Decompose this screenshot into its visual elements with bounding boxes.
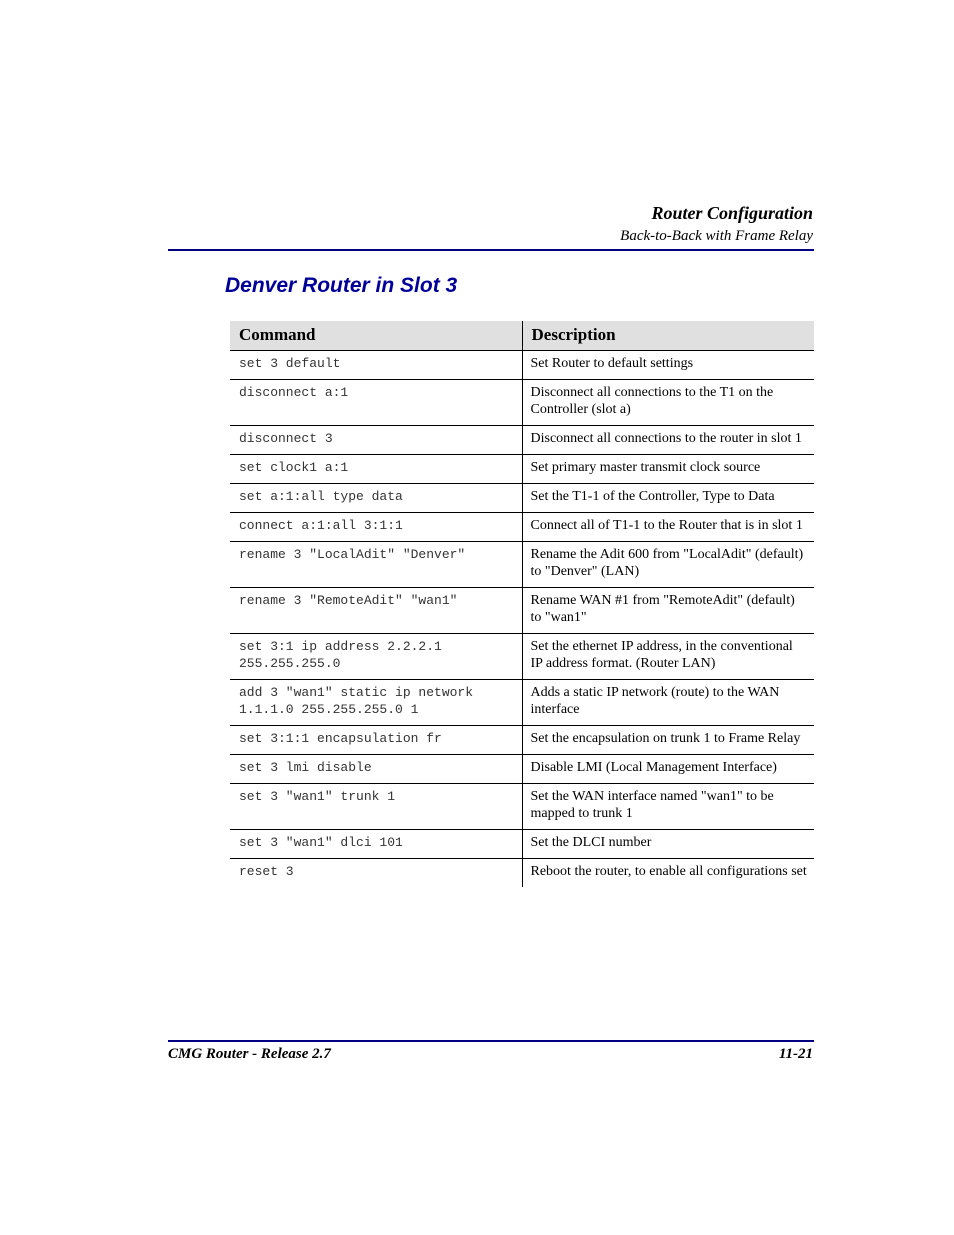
command-table <box>230 321 814 887</box>
command-cell: set 3 "wan1" dlci 101 <box>230 830 522 859</box>
description-cell: Rename the Adit 600 from "LocalAdit" (default) to "Denver" (LAN) <box>522 542 814 588</box>
description-cell: Set the T1-1 of the Controller, Type to Data <box>522 484 814 513</box>
command-cell: connect a:1:all 3:1:1 <box>230 513 522 542</box>
command-cell: set 3 lmi disable <box>230 755 522 784</box>
running-header-subtitle: Back-to-Back with Frame Relay <box>620 228 813 244</box>
command-cell: reset 3 <box>230 859 522 888</box>
header-rule <box>168 249 814 251</box>
table-row <box>230 634 814 680</box>
table-row <box>230 513 814 542</box>
command-cell: set 3:1:1 encapsulation fr <box>230 726 522 755</box>
description-cell: Reboot the router, to enable all configurations set <box>530 864 807 879</box>
command-cell: rename 3 "RemoteAdit" "wan1" <box>230 588 522 634</box>
description-cell: Disconnect all connections to the T1 on the Controller (slot a) <box>522 380 814 426</box>
table-row <box>230 426 814 455</box>
command-cell: set a:1:all type data <box>230 484 522 513</box>
column-header-command: Command <box>230 321 522 351</box>
command-cell: set 3 "wan1" trunk 1 <box>230 784 522 830</box>
footer-document-title: CMG Router - Release 2.7 <box>168 1046 331 1062</box>
column-header-description: Description <box>522 321 814 351</box>
table-body <box>230 351 814 888</box>
table-row <box>230 455 814 484</box>
description-cell: Connect all of T1-1 to the Router that is in slot 1 <box>522 513 814 542</box>
command-cell: set clock1 a:1 <box>230 455 522 484</box>
description-cell: Set primary master transmit clock source <box>522 455 814 484</box>
table-row <box>230 784 814 830</box>
page-number: 11-21 <box>778 1046 813 1062</box>
description-cell: Set the ethernet IP address, in the conventional IP address format. (Router LAN) <box>522 634 814 680</box>
command-cell: disconnect 3 <box>230 426 522 455</box>
table-header-row <box>230 321 814 351</box>
description-cell: Set the DLCI number <box>522 830 814 859</box>
description-cell: Disable LMI (Local Management Interface) <box>522 755 814 784</box>
table-row <box>230 830 814 859</box>
table-row <box>230 542 814 588</box>
command-cell: add 3 "wan1" static ip network 1.1.1.0 255.255.255.0 1 <box>230 680 522 726</box>
table-row <box>230 755 814 784</box>
footer-rule <box>168 1040 814 1042</box>
table-row <box>230 680 814 726</box>
table-row <box>230 588 814 634</box>
description-cell: Disconnect all connections to the router in slot 1 <box>522 426 814 455</box>
command-cell: set 3:1 ip address 2.2.2.1 255.255.255.0 <box>230 634 522 680</box>
table-row <box>230 484 814 513</box>
command-cell: disconnect a:1 <box>230 380 522 426</box>
description-cell: Set the encapsulation on trunk 1 to Frame Relay <box>522 726 814 755</box>
section-title: Denver Router in Slot 3 <box>225 274 458 297</box>
description-cell: Rename WAN #1 from "RemoteAdit" (default) to "wan1" <box>522 588 814 634</box>
table-row <box>230 380 814 426</box>
command-cell: set 3 default <box>230 351 522 380</box>
table-row <box>230 726 814 755</box>
running-header-title: Router Configuration <box>651 203 813 223</box>
description-cell: Set Router to default settings <box>522 351 814 380</box>
command-cell: rename 3 "LocalAdit" "Denver" <box>230 542 522 588</box>
description-cell: Set the WAN interface named "wan1" to be mapped to trunk 1 <box>522 784 814 830</box>
table-row <box>230 351 814 380</box>
table-row <box>230 859 814 888</box>
description-cell: Adds a static IP network (route) to the WAN interface <box>522 680 814 726</box>
